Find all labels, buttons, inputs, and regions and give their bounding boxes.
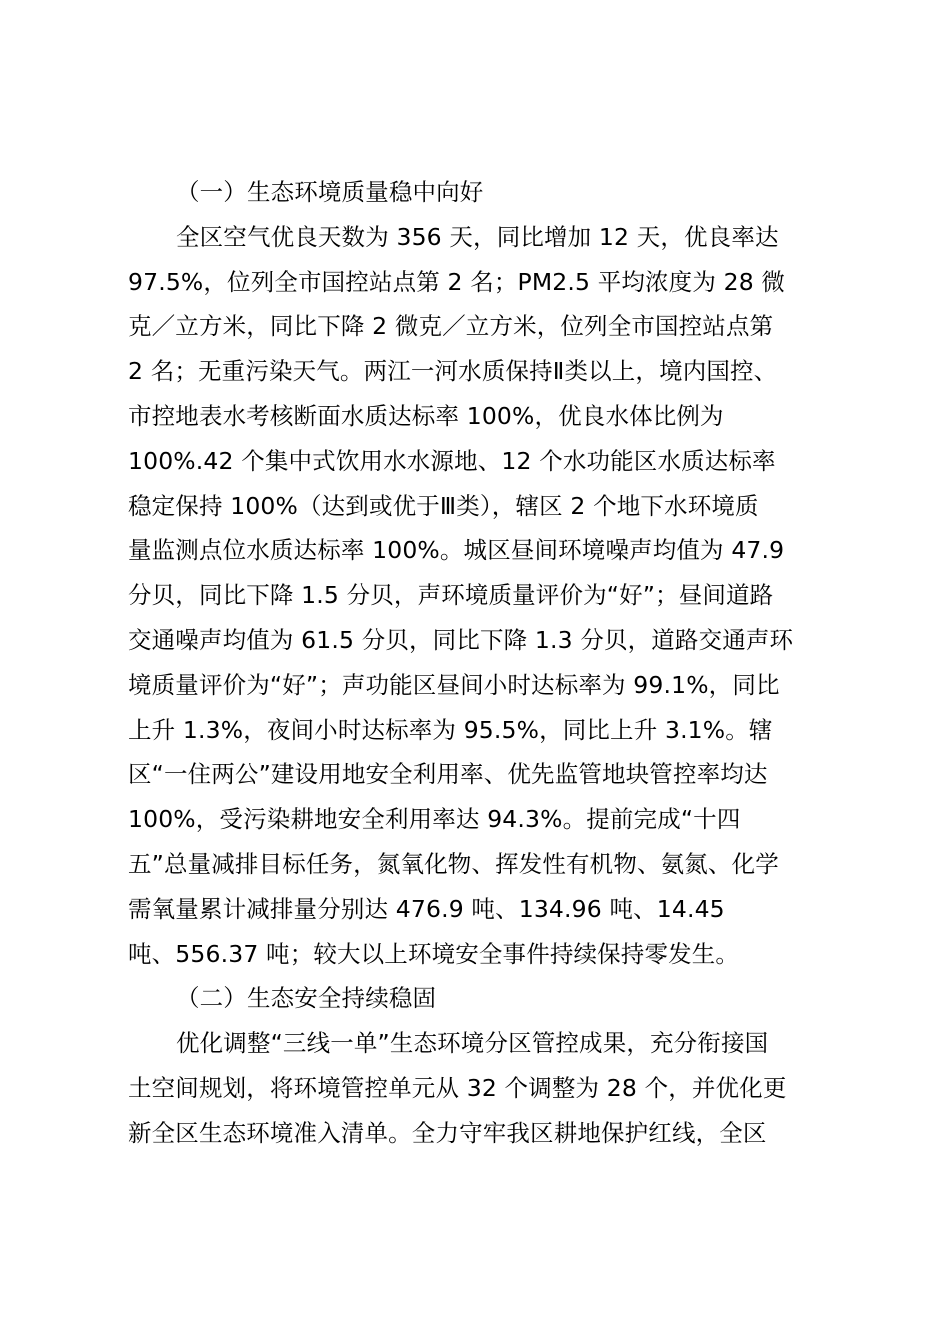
- paragraph-line: 100%，受污染耕地安全利用率达 94.3%。提前完成“十四: [128, 805, 741, 834]
- paragraph-line: 新全区生态环境准入清单。全力守牢我区耕地保护红线，全区: [128, 1118, 767, 1147]
- document-body: [128, 170, 836, 1156]
- paragraph-line: 2 名；无重污染天气。两江一河水质保持Ⅱ类以上，境内国控、: [128, 357, 778, 386]
- paragraph-line: 全区空气优良天数为 356 天，同比增加 12 天，优良率达: [176, 222, 779, 251]
- paragraph-line: 97.5%，位列全市国控站点第 2 名；PM2.5 平均浓度为 28 微: [128, 267, 786, 296]
- paragraph-line: 土空间规划，将环境管控单元从 32 个调整为 28 个，并优化更: [128, 1073, 787, 1102]
- paragraph-line: 克／立方米，同比下降 2 微克／立方米，位列全市国控站点第: [128, 312, 774, 341]
- paragraph-line: 优化调整“三线一单”生态环境分区管控成果，充分衔接国: [176, 1029, 769, 1058]
- paragraph-line: 交通噪声均值为 61.5 分贝，同比下降 1.3 分贝，道路交通声环: [128, 625, 794, 654]
- paragraph-line: 区“一住两公”建设用地安全利用率、优先监管地块管控率均达: [128, 760, 768, 789]
- paragraph-line: 量监测点位水质达标率 100%。城区昼间环境噪声均值为 47.9: [128, 536, 785, 565]
- paragraph-line: 上升 1.3%，夜间小时达标率为 95.5%，同比上升 3.1%。辖: [128, 715, 773, 744]
- section-paragraph-1: [128, 215, 836, 977]
- section-paragraph-2: [128, 1021, 836, 1155]
- paragraph-line: 五”总量减排目标任务，氮氧化物、挥发性有机物、氨氮、化学: [128, 849, 779, 878]
- paragraph-line: 需氧量累计减排量分别达 476.9 吨、134.96 吨、14.45: [128, 894, 725, 923]
- paragraph-line: 吨、556.37 吨；较大以上环境安全事件持续保持零发生。: [128, 939, 740, 968]
- paragraph-line: 100%.42 个集中式饮用水水源地、12 个水功能区水质达标率: [128, 446, 776, 475]
- section-heading-1: （一）生态环境质量稳中向好: [176, 178, 484, 206]
- paragraph-line: 境质量评价为“好”；声功能区昼间小时达标率为 99.1%，同比: [128, 670, 780, 699]
- paragraph-line: 分贝，同比下降 1.5 分贝，声环境质量评价为“好”；昼间道路: [128, 581, 774, 610]
- paragraph-line: 稳定保持 100%（达到或优于Ⅲ类），辖区 2 个地下水环境质: [128, 491, 759, 520]
- paragraph-line: 市控地表水考核断面水质达标率 100%，优良水体比例为: [128, 401, 724, 430]
- section-heading-2: （二）生态安全持续稳固: [176, 984, 437, 1013]
